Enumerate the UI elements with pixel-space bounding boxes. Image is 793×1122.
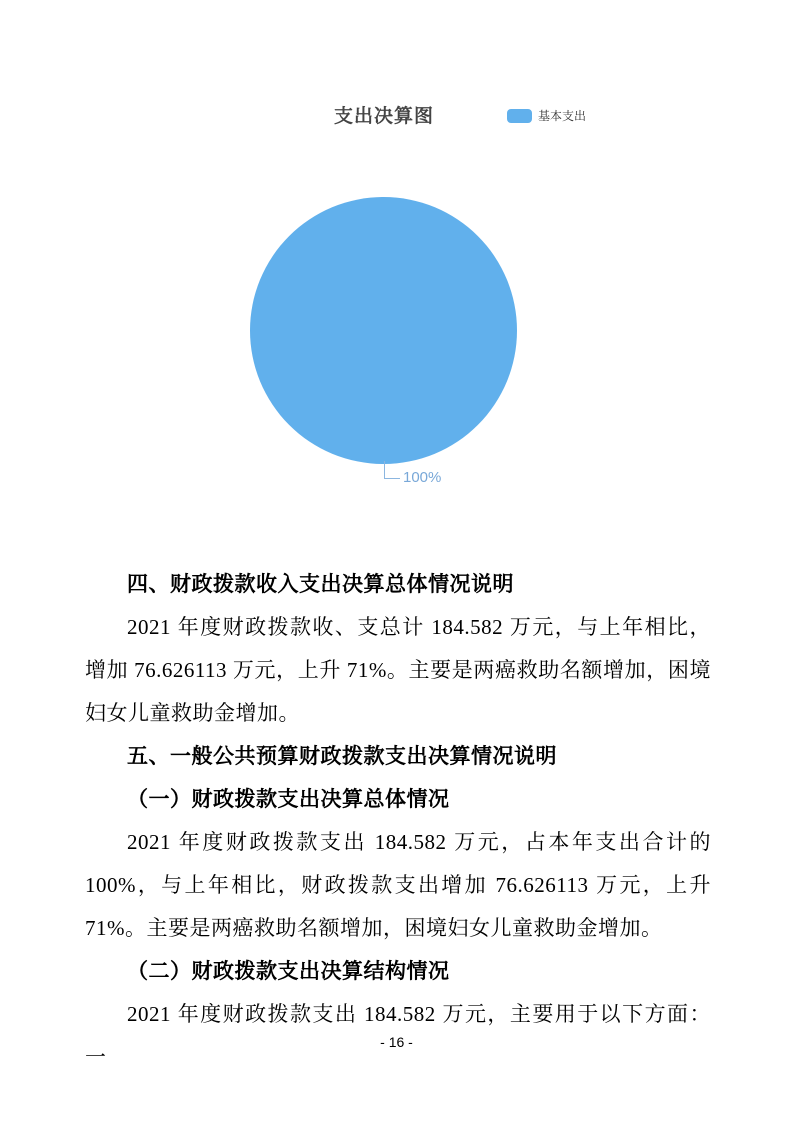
slice-leader-line (384, 461, 400, 479)
page-number: - 16 - (380, 1034, 413, 1050)
subheading-5-1: （一）财政拨款支出决算总体情况 (127, 788, 450, 811)
slice-percentage-label: 100% (403, 469, 442, 486)
subheading-5-2: （二）财政拨款支出决算结构情况 (127, 960, 450, 983)
document-body (85, 563, 711, 1079)
legend-swatch-icon (507, 109, 532, 123)
chart-legend (507, 107, 586, 124)
heading-section-4: 四、财政拨款收入支出决算总体情况说明 (127, 573, 514, 596)
legend-label: 基本支出 (538, 109, 587, 123)
paragraph-5-2: 2021 年度财政拨款支出 184.582 万元，主要用于以下方面：一 (85, 1002, 711, 1069)
heading-section-5: 五、一般公共预算财政拨款支出决算情况说明 (127, 745, 557, 768)
paragraph-5-1: 2021 年度财政拨款支出 184.582 万元，占本年支出合计的 100%，与上年相比，财政拨款支出增加 76.626113 万元，上升 71%。主要是两癌救助名额增加，困境妇女儿童救助金增加。 (85, 830, 711, 940)
paragraph-section-4: 2021 年度财政拨款收、支总计 184.582 万元，与上年相比，增加 76.626113 万元，上升 71%。主要是两癌救助名额增加，困境妇女儿童救助金增加。 (85, 615, 711, 725)
pie-slice-basic-expenditure (250, 197, 517, 464)
chart-title: 支出决算图 (334, 106, 435, 127)
expenditure-pie-chart (0, 0, 793, 560)
